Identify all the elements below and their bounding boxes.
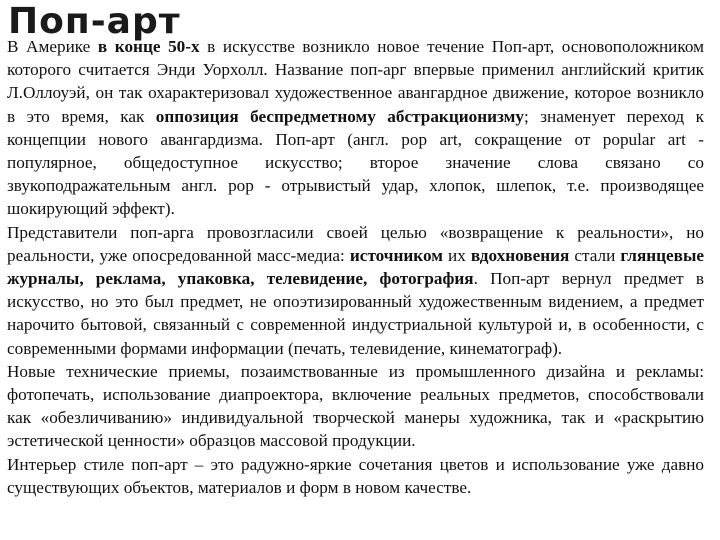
p2-bold-inspiration: вдохновения	[470, 245, 570, 265]
p1-bold-opposition: оппозиция беспредметному абстракционизму	[155, 106, 524, 126]
p1-text-c: в искусстве возникло новое течение Поп-арт, основоположником которого считается Энди Уорхолл. Название поп-арг впервые применил английский критик Л.Оллоуэй, он так охарактеризовал художественное авангардное движение, которое возникло в это время, как	[7, 37, 704, 126]
paragraph-2	[7, 221, 704, 360]
p1-bold-period: в конце 50-х	[97, 37, 200, 56]
p2-text-c: их	[442, 245, 471, 265]
slide-title: Поп-арт	[8, 1, 181, 42]
p1-text-a: В Америке	[7, 37, 98, 56]
p2-bold-media-list: глянцевые журналы, реклама, упаковка, телевидение, фотография	[7, 245, 705, 289]
p2-bold-source: источником	[349, 245, 443, 265]
paragraph-4: Интерьер стиле поп-арт – это радужно-яркие сочетания цветов и использование уже давно существующих объектов, материалов и форм в новом качестве.	[7, 454, 704, 497]
p2-text-a: Представители поп-арга провозгласили своей целью «возвращение к реальности», но реальности, уже опосредованной масс-медиа:	[7, 222, 704, 265]
p2-text-e: стали	[569, 245, 621, 265]
p2-text-g: . Поп-арт вернул предмет в искусство, но это был предмет, не опоэтизированный художественным видением, а предмет нарочито бытовой, связанный с современной индустриальной культурой и, в особенности, с современными формами информации (печать, телевидение, кинематограф).	[7, 269, 704, 358]
body-text	[7, 35, 704, 499]
paragraph-1	[7, 35, 704, 221]
paragraph-3: Новые технические приемы, позаимствованные из промышленного дизайна и рекламы: фотопечать, использование диапроектора, включение реальных предметов, способствовали как «обезличиванию» индивидуальной творческой манеры художника, так и «раскрытию эстетической ценности» образцов массовой продукции.	[7, 361, 704, 451]
p1-text-e: ; знаменует переход к концепции нового авангардизма. Поп-арт (англ. pop art, сокращение от popular art - популярное, общедоступное искусство; второе значение слова связано со звукоподражательным англ. pop - отрывистый удар, хлопок, шлепок, т.е. производящее шокирующий эффект).	[7, 106, 704, 219]
